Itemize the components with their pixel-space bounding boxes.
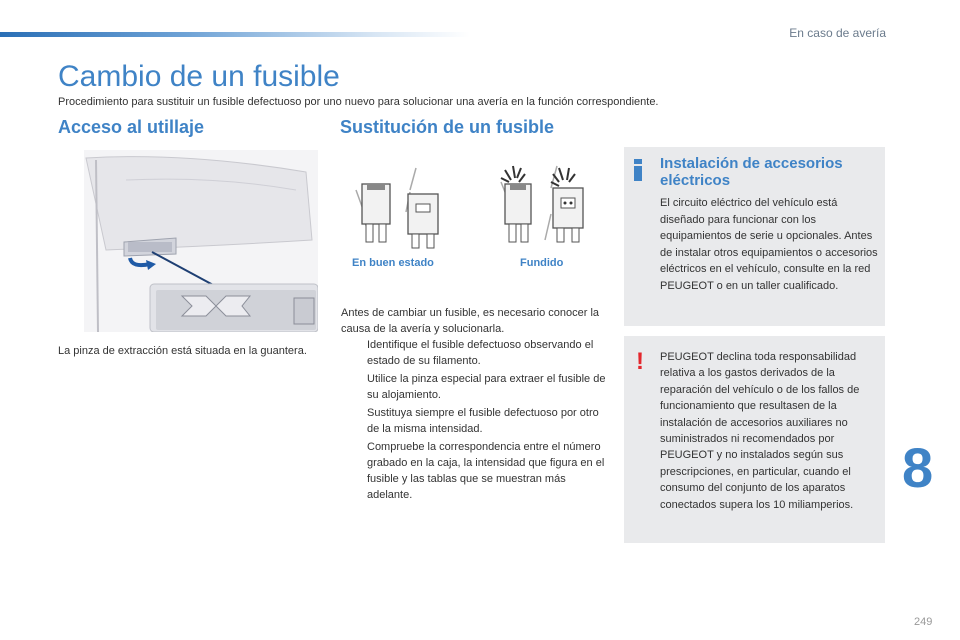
- section-label: En caso de avería: [789, 26, 886, 40]
- info-text: El circuito eléctrico del vehículo está diseñado para funcionar con los equipamientos de serie u opcionales. Antes de instalar otros equipamientos o accesorios eléctricos en el vehículo, consulte en la red PEUGEOT o en un taller cualificado.: [660, 197, 878, 292]
- page-title: Cambio de un fusible: [58, 60, 340, 93]
- procedure-text: [341, 305, 606, 505]
- page-number: 249: [914, 616, 933, 628]
- warning-box: [624, 336, 885, 543]
- info-box: [624, 147, 885, 326]
- fuse-good-icon: [350, 160, 450, 250]
- info-title: Instalación de accesorios eléctricos: [660, 155, 843, 189]
- chapter-number: 8: [902, 436, 934, 499]
- procedure-list: [341, 337, 606, 503]
- fuse-blown-label: Fundido: [520, 257, 564, 269]
- heading-acceso: Acceso al utillaje: [58, 117, 205, 137]
- procedure-intro: Antes de cambiar un fusible, es necesario conocer la causa de la avería y solucionarla.: [341, 307, 600, 335]
- intro-text: Procedimiento para sustituir un fusible defectuoso por uno nuevo para solucionar una avería en la función correspondiente.: [58, 96, 659, 108]
- info-icon: [634, 159, 642, 181]
- caption-glovebox: La pinza de extracción está situada en la guantera.: [58, 345, 307, 357]
- warning-icon: !: [636, 348, 644, 375]
- heading-sustitucion: Sustitución de un fusible: [340, 117, 555, 137]
- list-item: Identifique el fusible defectuoso observando el estado de su filamento.: [367, 339, 594, 367]
- list-item: Utilice la pinza especial para extraer el fusible de su alojamiento.: [367, 373, 606, 401]
- glovebox-illustration: [66, 150, 318, 332]
- header-accent-bar: [0, 32, 470, 37]
- warning-text: PEUGEOT declina toda responsabilidad relativa a los gastos derivados de la reparación del vehículo o de los fallos de funcionamiento que resultasen de la instalación de accesorios auxiliares no suministrados ni recomendados por PEUGEOT y no instalados según sus prescripciones, en particular, cuando el consumo del conjunto de los aparatos conectados supera los 10 miliamperios.: [660, 351, 860, 511]
- list-item: Sustituya siempre el fusible defectuoso por otro de la misma intensidad.: [367, 407, 599, 435]
- fuse-blown-icon: [495, 160, 595, 250]
- fuse-good-label: En buen estado: [352, 257, 434, 269]
- list-item: Compruebe la correspondencia entre el número grabado en la caja, la intensidad que figura en el fusible y las tablas que se muestran más adelante.: [367, 441, 605, 501]
